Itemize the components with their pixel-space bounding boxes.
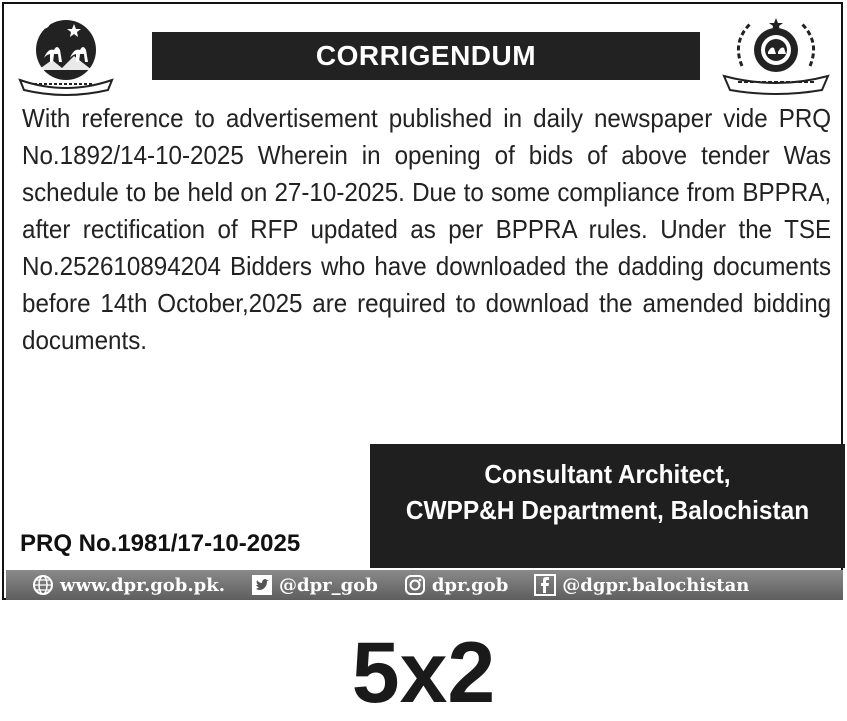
instagram-icon <box>404 574 426 596</box>
twitter-icon <box>251 574 273 596</box>
balochistan-government-emblem-icon <box>14 14 114 96</box>
globe-icon <box>32 574 54 596</box>
prq-number: PRQ No.1981/17-10-2025 <box>20 530 301 557</box>
footer-bar <box>6 570 843 600</box>
ad-size-label: 5x2 <box>351 625 496 721</box>
website-link[interactable]: www.dpr.gob.pk. <box>60 574 225 596</box>
footer-facebook[interactable] <box>534 574 749 596</box>
footer-twitter[interactable] <box>251 574 378 596</box>
advertisement <box>2 2 843 600</box>
twitter-handle[interactable]: @dpr_gob <box>278 574 378 596</box>
footer-website[interactable] <box>32 574 225 596</box>
instagram-handle[interactable]: dpr.gob <box>431 574 509 596</box>
signature-block <box>370 444 845 568</box>
dgpr-balochistan-emblem-icon <box>720 14 832 96</box>
corrigendum-text: With reference to advertisement published in daily newspaper vide PRQ No.1892/14-10-2025 Wherein in opening of bids of above tender Was schedule to be held on 27-10-2025. Due to some compliance from BPPRA, after rectification of RFP updated as per BPPRA rules. Under the TSE No.252610894204 Bidders who have downloaded the dadding documents before 14th October,2025 are required to download the amended bidding documents. <box>22 103 832 355</box>
signature-line-2: CWPP&H Department, Balochistan <box>405 495 810 525</box>
facebook-icon <box>534 574 556 596</box>
page-title: CORRIGENDUM <box>152 32 700 80</box>
facebook-handle[interactable]: @dgpr.balochistan <box>562 574 750 596</box>
footer-instagram[interactable] <box>404 574 508 596</box>
signature-line-1: Consultant Architect, <box>484 459 731 489</box>
